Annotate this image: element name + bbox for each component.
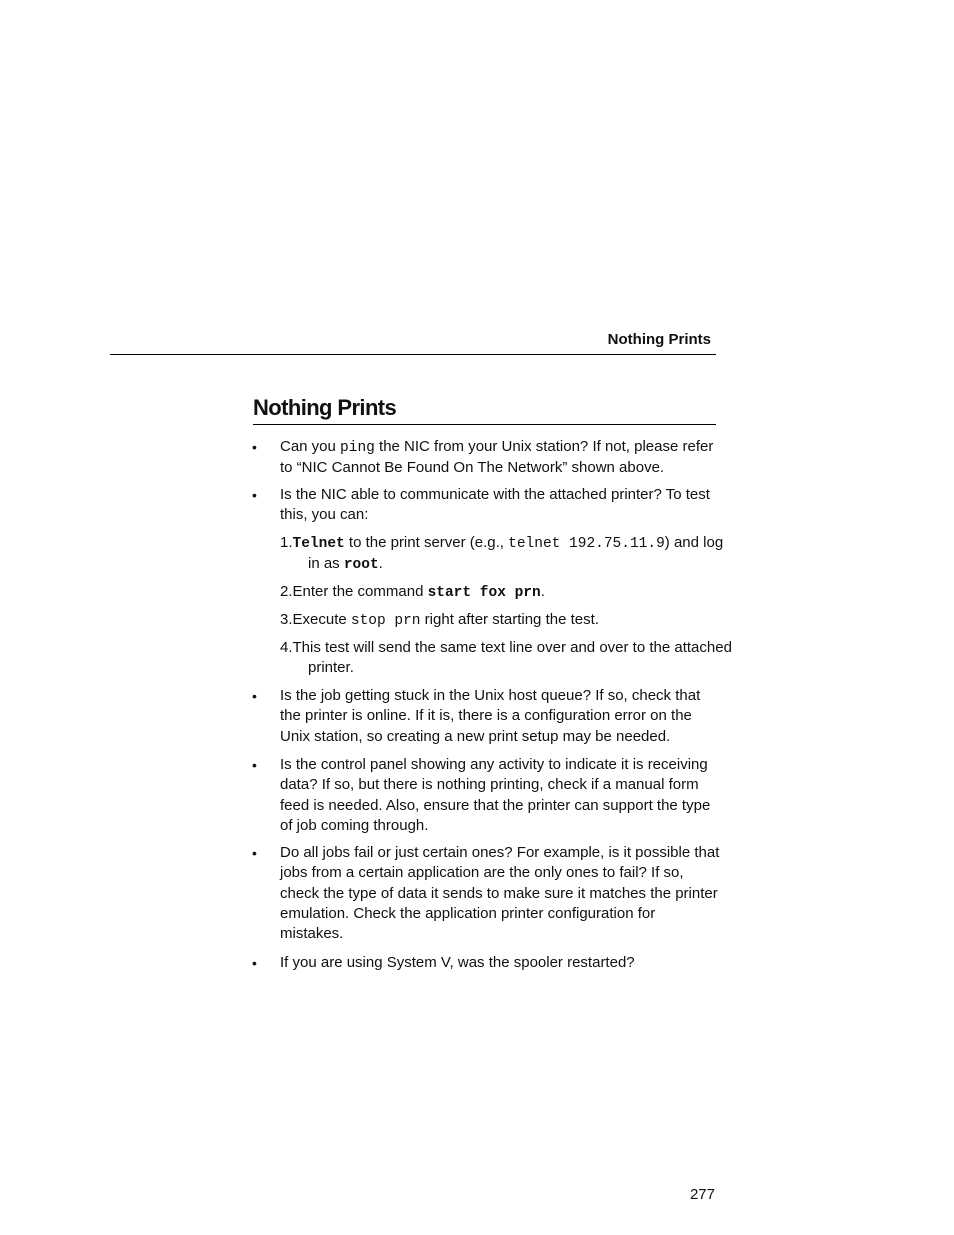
bullet-item-ping: Can you ping the NIC from your Unix station? If not, please refer to “NIC Cannot Be Found On The Network” shown above. xyxy=(280,438,714,477)
bullet-item-queue: Is the job getting stuck in the Unix host queue? If so, check that the printer is online. If it is, there is a configuration error on the Unix station, so creating a new print setup may be needed. xyxy=(280,687,701,745)
code-ping: ping xyxy=(340,440,375,456)
bullet-marker: • xyxy=(252,487,257,503)
bullet-marker: • xyxy=(252,439,257,455)
bullet-marker: • xyxy=(252,757,257,773)
step-1: 1.Telnet to the print server (e.g., telnet 192.75.11.9) and log in as root. xyxy=(280,534,724,574)
bullet-marker: • xyxy=(252,955,257,971)
code-telnet-address: telnet 192.75.11.9 xyxy=(508,536,665,552)
running-header: Nothing Prints xyxy=(607,331,711,348)
header-divider xyxy=(110,354,716,355)
code-root: root xyxy=(343,557,379,574)
title-divider xyxy=(253,424,716,425)
step-3: 3.Execute stop prn right after starting the test. xyxy=(280,611,599,629)
bullet-item-control-panel: Is the control panel showing any activity to indicate it is receiving data? If so, but there is nothing printing, check if a manual form feed is needed. Also, ensure that the printer can support the type of job coming through. xyxy=(280,756,711,834)
code-stop-prn: stop prn xyxy=(350,613,421,629)
bullet-marker: • xyxy=(252,688,257,704)
bullet-item-system-v: If you are using System V, was the spooler restarted? xyxy=(280,954,635,971)
code-start-fox-prn: start fox prn xyxy=(427,585,541,601)
section-title: Nothing Prints xyxy=(253,395,397,420)
bullet-item-jobs-fail: Do all jobs fail or just certain ones? For example, is it possible that jobs from a certain application are the only ones to fail? If so, check the type of data it sends to make sure it matches the printer emulation. Check the application printer configuration for mistakes. xyxy=(280,844,720,943)
code-telnet: Telnet xyxy=(292,536,345,552)
bullet-item-communicate: Is the NIC able to communicate with the attached printer? To test this, you can: xyxy=(280,486,710,524)
step-2: 2.Enter the command start fox prn. xyxy=(280,583,545,601)
bullet-marker: • xyxy=(252,845,257,861)
step-4: 4.This test will send the same text line over and over to the attached printer. xyxy=(280,639,732,677)
page-number: 277 xyxy=(689,1186,715,1203)
